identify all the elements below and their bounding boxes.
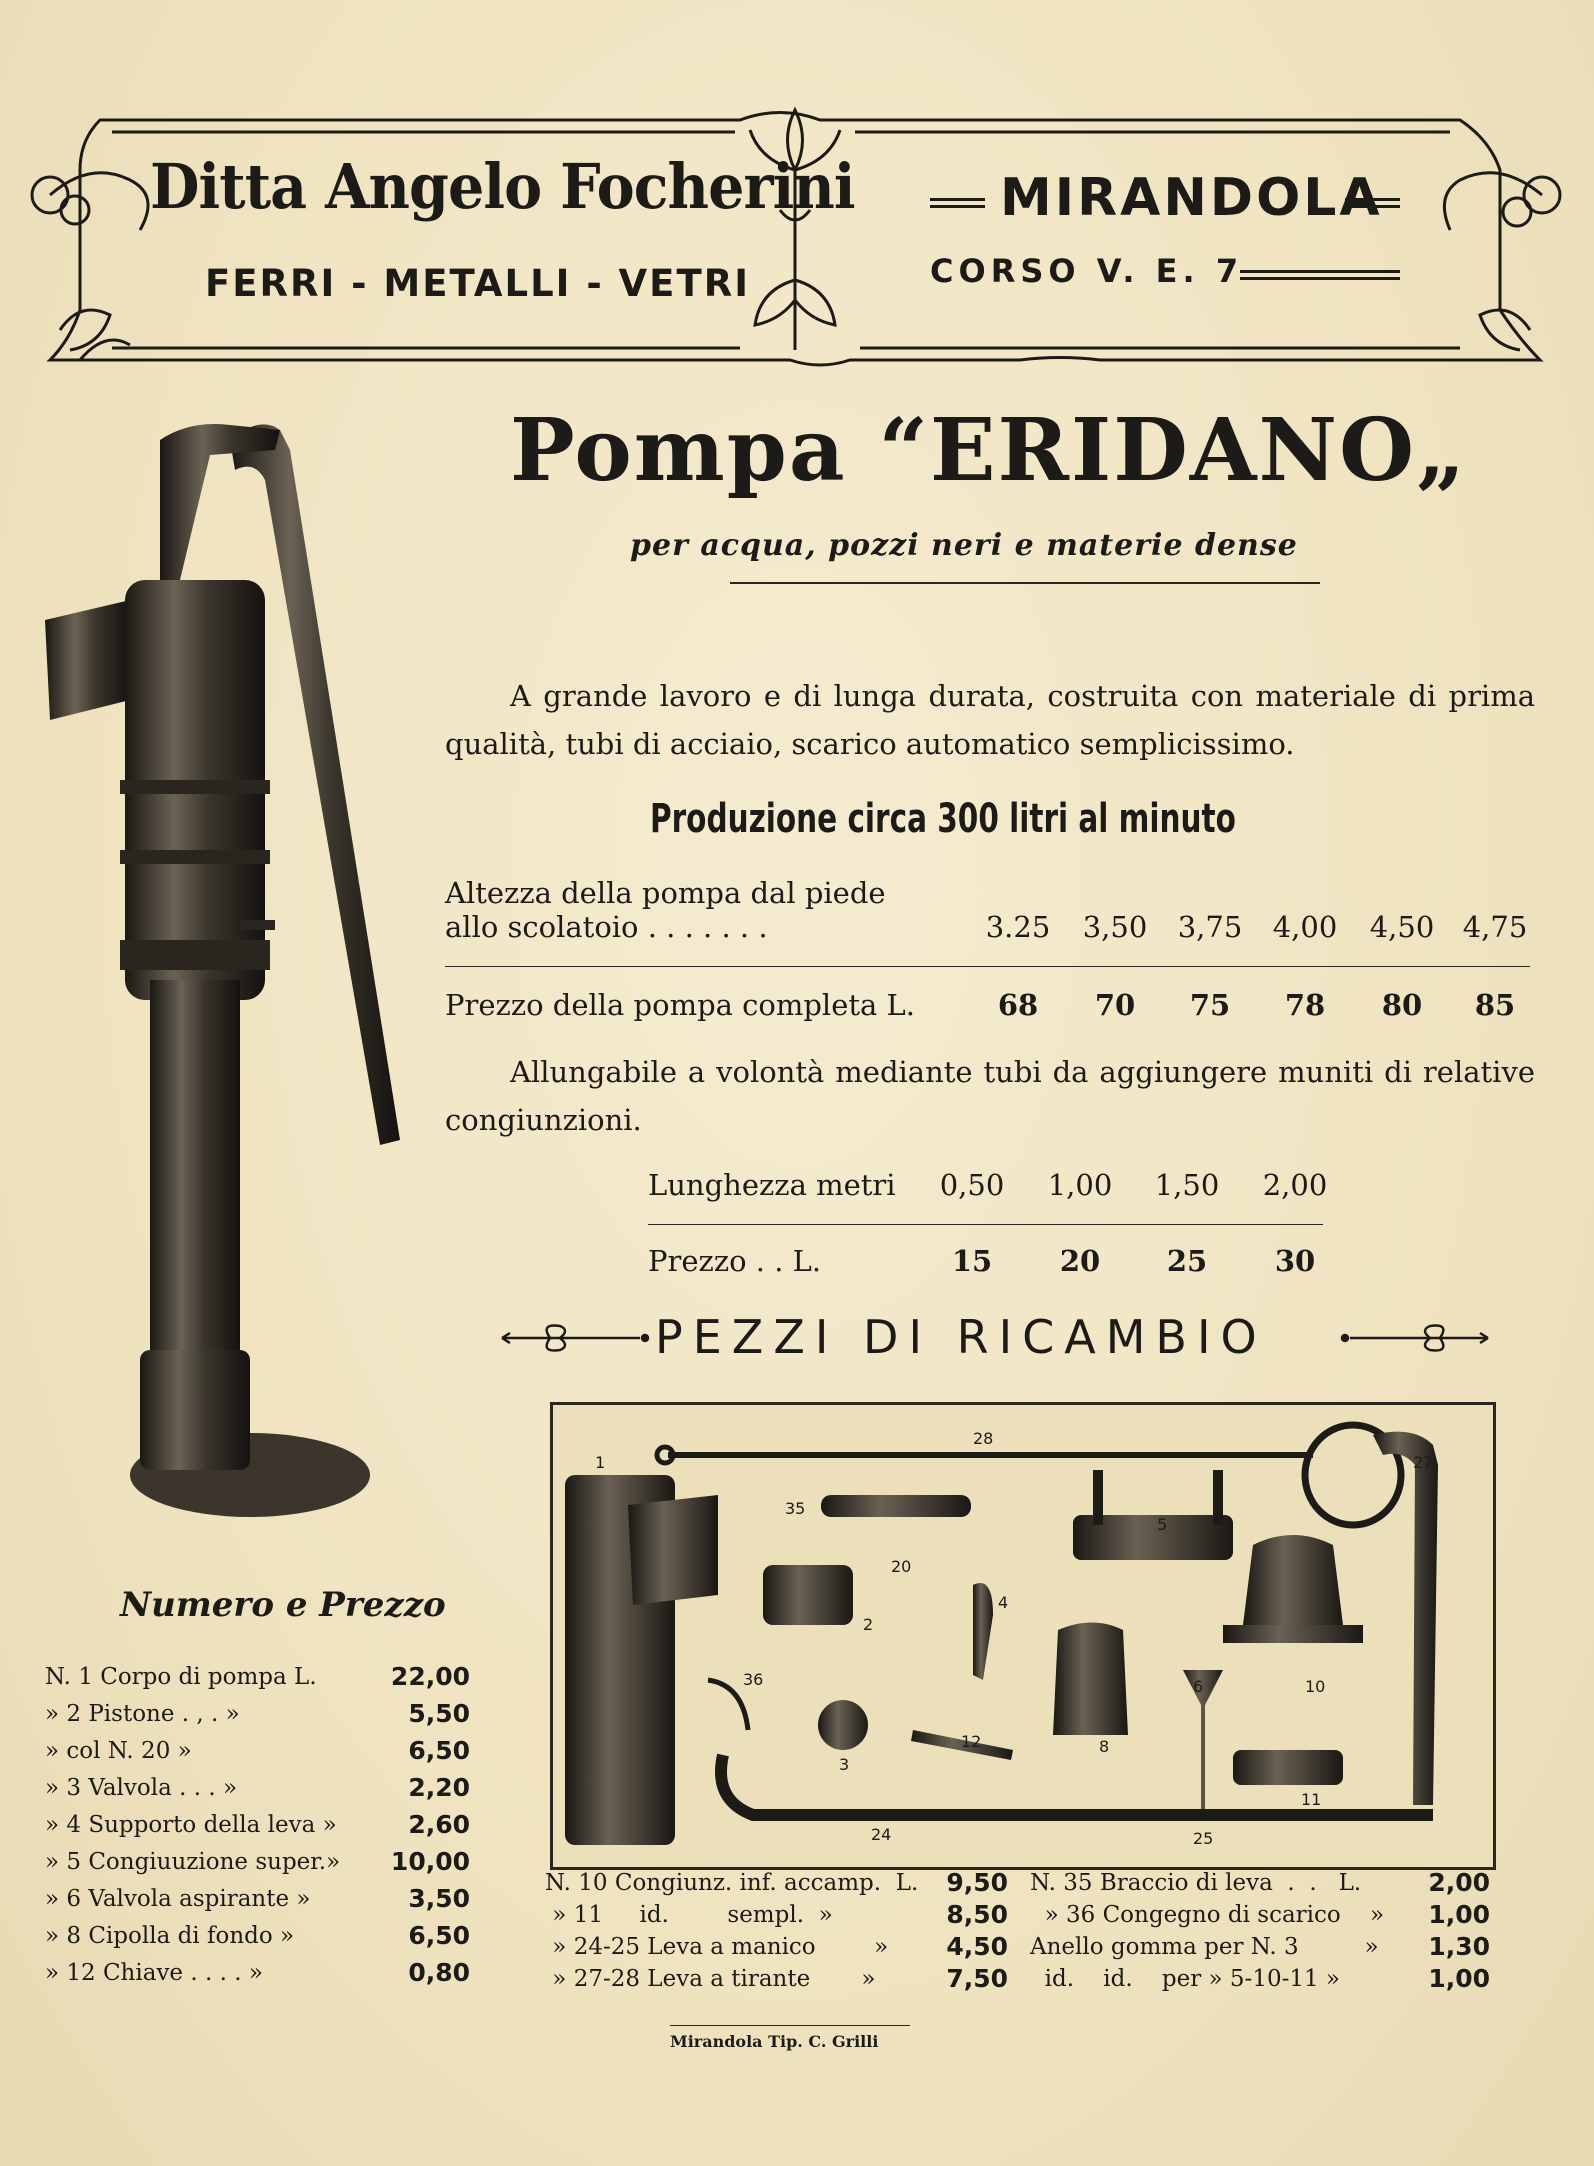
extension-price-label: Prezzo . . L. — [648, 1244, 822, 1278]
price-list-price: 6,50 — [408, 1736, 470, 1765]
pump-price: 80 — [1381, 988, 1423, 1022]
printer-credit: Mirandola Tip. C. Grilli — [670, 2032, 879, 2051]
price-label: Prezzo della pompa completa L. — [445, 988, 915, 1022]
city: MIRANDOLA — [1000, 168, 1383, 228]
extension-price: 20 — [1059, 1244, 1101, 1278]
part-number-label: 1 — [595, 1453, 606, 1472]
address-dash — [1240, 270, 1400, 280]
part-number-label: 24 — [871, 1825, 892, 1844]
bottom-price-item: » 36 Congegno di scarico » — [1030, 1902, 1385, 1928]
title-rule — [730, 582, 1320, 584]
part-number-label: 12 — [961, 1732, 982, 1751]
city-dash-right — [1345, 198, 1400, 208]
spare-parts-heading: PEZZI DI RICAMBIO — [655, 1310, 1267, 1364]
pump-illustration — [30, 400, 410, 1560]
part-number-label: 36 — [743, 1670, 764, 1689]
height-value: 4,75 — [1462, 910, 1528, 944]
length-label: Lunghezza metri — [648, 1168, 896, 1202]
price-list-item: » col N. 20 » — [45, 1738, 192, 1764]
product-title: Pompa “ERIDANO„ — [510, 400, 1468, 501]
ornament-left-icon — [500, 1318, 650, 1358]
price-list-price: 22,00 — [390, 1662, 470, 1691]
part-number-label: 28 — [973, 1429, 994, 1448]
heights-label-line2: allo scolatoio . . . . . . . — [445, 910, 768, 944]
extension-price: 15 — [951, 1244, 993, 1278]
price-list-price: 6,50 — [408, 1921, 470, 1950]
part-number-label: 5 — [1157, 1515, 1168, 1534]
price-list-item: » 4 Supporto della leva » — [45, 1812, 337, 1838]
extension-separator — [648, 1224, 1323, 1225]
price-list-item: » 8 Cipolla di fondo » — [45, 1923, 295, 1949]
extension-price: 25 — [1166, 1244, 1208, 1278]
spare-parts-drawing — [553, 1405, 1493, 1867]
address: CORSO V. E. 7 — [930, 252, 1244, 290]
heights-label-line1: Altezza della pompa dal piede — [445, 876, 886, 910]
part-number-label: 2 — [863, 1615, 874, 1634]
bottom-price-item: N. 10 Congiunz. inf. accamp. L. — [545, 1870, 919, 1896]
bottom-price: 4,50 — [946, 1932, 1008, 1961]
pump-price: 68 — [997, 988, 1039, 1022]
height-value: 3,75 — [1177, 910, 1243, 944]
bottom-price-item: » 11 id. sempl. » — [545, 1902, 833, 1928]
part-number-label: 35 — [785, 1499, 806, 1518]
bottom-price: 1,00 — [1428, 1964, 1490, 1993]
spare-parts-illustration — [550, 1402, 1496, 1870]
price-list-item: » 3 Valvola . . . » — [45, 1775, 238, 1801]
price-list-item: » 12 Chiave . . . . » — [45, 1960, 263, 1986]
height-value: 3.25 — [985, 910, 1051, 944]
part-number-label: 4 — [998, 1593, 1009, 1612]
bottom-price: 1,30 — [1428, 1932, 1490, 1961]
price-list-item: N. 1 Corpo di pompa L. — [45, 1664, 317, 1690]
price-list-item: » 5 Congiuuzione super.» — [45, 1849, 341, 1875]
bottom-price-item: id. id. per » 5-10-11 » — [1030, 1966, 1341, 1992]
product-subtitle: per acqua, pozzi neri e materie dense — [630, 528, 1298, 563]
bottom-price: 7,50 — [946, 1964, 1008, 1993]
height-value: 3,50 — [1082, 910, 1148, 944]
pump-price: 85 — [1474, 988, 1516, 1022]
pump-price: 78 — [1284, 988, 1326, 1022]
extension-text: Allungabile a volontà mediante tubi da aggiungere muniti di relative congiunzioni. — [445, 1055, 1535, 1137]
production-capacity: Produzione circa 300 litri al minuto — [650, 796, 1236, 842]
bottom-price-item: N. 35 Braccio di leva . . L. — [1030, 1870, 1362, 1896]
price-list-title: Numero e Prezzo — [120, 1585, 446, 1625]
length-value: 2,00 — [1262, 1168, 1328, 1202]
bottom-price-item: Anello gomma per N. 3 » — [1030, 1934, 1379, 1960]
part-number-label: 3 — [839, 1755, 850, 1774]
part-number-label: 11 — [1301, 1790, 1322, 1809]
price-list-price: 2,60 — [408, 1810, 470, 1839]
header-ornamental-frame — [20, 100, 1572, 375]
part-number-label: 25 — [1193, 1829, 1214, 1848]
bottom-price-item: » 27-28 Leva a tirante » — [545, 1966, 876, 1992]
part-number-label: 10 — [1305, 1677, 1326, 1696]
length-value: 1,50 — [1154, 1168, 1220, 1202]
height-value: 4,00 — [1272, 910, 1338, 944]
printer-rule — [670, 2025, 910, 2026]
part-number-label: 27 — [1413, 1453, 1434, 1472]
bottom-price: 9,50 — [946, 1868, 1008, 1897]
price-list-price: 10,00 — [390, 1847, 470, 1876]
bottom-price-item: » 24-25 Leva a manico » — [545, 1934, 889, 1960]
table-separator — [445, 966, 1530, 967]
bottom-price: 1,00 — [1428, 1900, 1490, 1929]
price-list-price: 3,50 — [408, 1884, 470, 1913]
part-number-label: 6 — [1193, 1677, 1204, 1696]
price-list-price: 2,20 — [408, 1773, 470, 1802]
part-number-label: 20 — [891, 1557, 912, 1576]
pump-price: 70 — [1094, 988, 1136, 1022]
city-dash-left — [930, 198, 985, 208]
price-list-price: 5,50 — [408, 1699, 470, 1728]
height-value: 4,50 — [1369, 910, 1435, 944]
part-number-label: 8 — [1099, 1737, 1110, 1756]
pump-price: 75 — [1189, 988, 1231, 1022]
price-list-price: 0,80 — [408, 1958, 470, 1987]
bottom-price: 8,50 — [946, 1900, 1008, 1929]
ornament-right-icon — [1340, 1318, 1490, 1358]
bottom-price: 2,00 — [1428, 1868, 1490, 1897]
length-value: 0,50 — [939, 1168, 1005, 1202]
length-value: 1,00 — [1047, 1168, 1113, 1202]
price-list-item: » 2 Pistone . , . » — [45, 1701, 240, 1727]
extension-price: 30 — [1274, 1244, 1316, 1278]
firm-name: Ditta Angelo Focherini — [150, 150, 855, 223]
product-description: A grande lavoro e di lunga durata, costruita con materiale di prima qualità, tubi di acciaio, scarico automatico semplicissimo. — [445, 679, 1535, 761]
firm-goods: FERRI - METALLI - VETRI — [205, 262, 750, 305]
price-list-item: » 6 Valvola aspirante » — [45, 1886, 311, 1912]
